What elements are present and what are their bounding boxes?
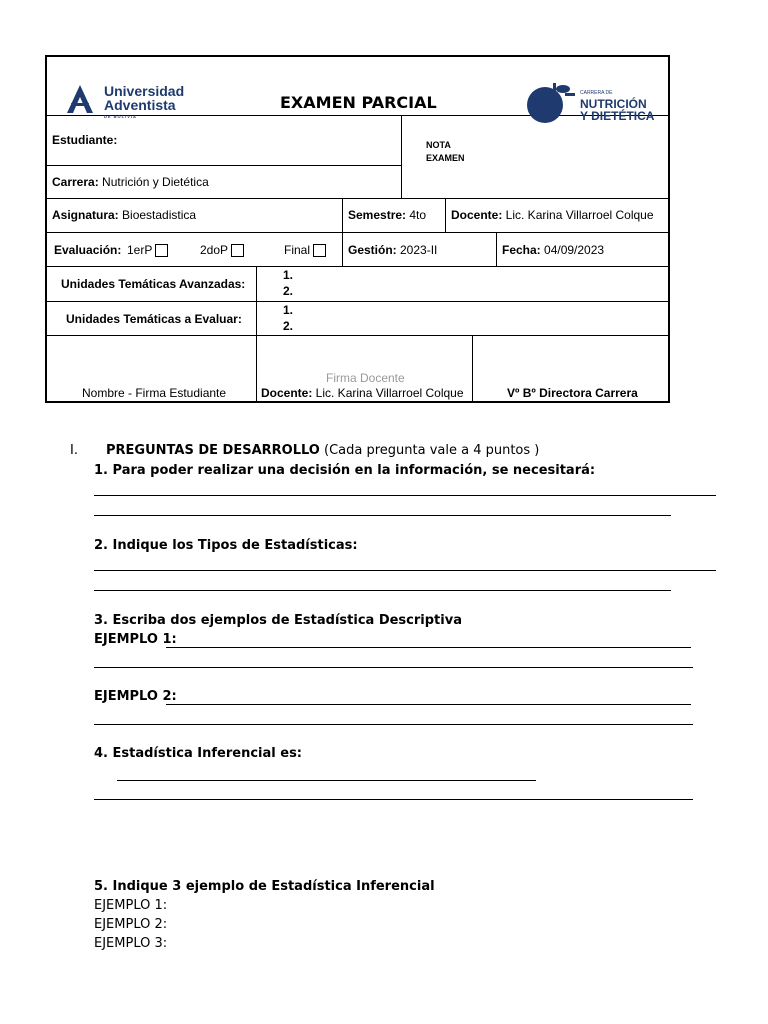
answer-line-q3-ej1-a[interactable]	[166, 647, 691, 648]
docente-value: Lic. Karina Villarroel Colque	[502, 208, 654, 222]
vobo-directora: Vº Bº Directora Carrera	[507, 386, 638, 400]
evaluacion-label: Evaluación:	[54, 243, 122, 257]
eval-option-final-label: Final	[284, 243, 311, 257]
eval-option-1erp-label: 1erP	[127, 243, 153, 257]
eval-option-2dop[interactable]	[200, 243, 244, 257]
carrera-label: Carrera:	[52, 175, 99, 189]
career-logo-small: CARRERA DE	[580, 90, 613, 96]
docente-label: Docente:	[451, 208, 503, 222]
answer-line-q4-a[interactable]	[117, 780, 536, 781]
unidades-avanzadas-item1: 1.	[283, 268, 294, 282]
question-3-ejemplo-2: EJEMPLO 2:	[94, 689, 177, 704]
exam-title: EXAMEN PARCIAL	[280, 93, 437, 112]
nota-label-2: EXAMEN	[426, 153, 465, 163]
section-title: PREGUNTAS DE DESARROLLO	[106, 443, 320, 458]
career-logo	[525, 77, 665, 123]
asignatura-label: Asignatura:	[52, 208, 119, 222]
section-heading	[106, 443, 539, 458]
university-name-line1: Universidad	[104, 83, 185, 99]
fecha-field	[502, 243, 604, 257]
question-3-ejemplo-1: EJEMPLO 1:	[94, 632, 177, 647]
unidades-evaluar-label: Unidades Temáticas a Evaluar:	[66, 312, 242, 326]
semestre-field	[348, 208, 426, 222]
answer-line-q2-b[interactable]	[94, 590, 671, 591]
section-note: (Cada pregunta vale a 4 puntos )	[319, 443, 540, 458]
question-5-ejemplo-2: EJEMPLO 2:	[94, 917, 168, 932]
gestion-field	[348, 243, 437, 257]
eval-checkbox-2dop[interactable]	[231, 244, 244, 257]
question-3: 3. Escriba dos ejemplos de Estadística Descriptiva	[94, 613, 462, 628]
nota-label-1: NOTA	[426, 140, 451, 150]
answer-line-q1-a[interactable]	[94, 495, 716, 496]
answer-line-q3-ej2-b[interactable]	[94, 724, 693, 725]
answer-line-q3-ej1-b[interactable]	[94, 667, 693, 668]
eval-checkbox-1erp[interactable]	[155, 244, 168, 257]
carrera-value: Nutrición y Dietética	[98, 175, 209, 189]
docente-field	[451, 208, 654, 222]
university-logo	[67, 83, 197, 123]
eval-option-final[interactable]	[284, 243, 326, 257]
unidades-evaluar-item1: 1.	[283, 303, 294, 317]
asignatura-value: Bioestadistica	[118, 208, 197, 222]
docente-signature-field	[261, 386, 464, 400]
university-name-line3: DE BOLIVIA	[104, 114, 137, 119]
gestion-value: 2023-II	[396, 243, 438, 257]
exam-header-table	[45, 55, 670, 403]
asignatura-field	[52, 208, 196, 222]
question-1: 1. Para poder realizar una decisión en la información, se necesitará:	[94, 463, 596, 478]
eval-checkbox-final[interactable]	[313, 244, 326, 257]
eval-option-1erp[interactable]	[127, 243, 168, 257]
fecha-value: 04/09/2023	[540, 243, 605, 257]
question-5: 5. Indique 3 ejemplo de Estadística Inferencial	[94, 879, 435, 894]
question-5-ejemplo-1: EJEMPLO 1:	[94, 898, 168, 913]
unidades-avanzadas-label: Unidades Temáticas Avanzadas:	[61, 277, 246, 291]
apple-icon	[525, 79, 575, 125]
gestion-label: Gestión:	[348, 243, 397, 257]
unidades-avanzadas-item2: 2.	[283, 284, 294, 298]
answer-line-q3-ej2-a[interactable]	[166, 704, 691, 705]
answer-line-q1-b[interactable]	[94, 515, 671, 516]
university-name-line2: Adventista	[104, 97, 176, 113]
answer-line-q2-a[interactable]	[94, 570, 716, 571]
docente-signature-label: Docente:	[261, 386, 313, 400]
career-logo-line1: NUTRICIÓN	[580, 97, 647, 111]
eval-option-2dop-label: 2doP	[200, 243, 229, 257]
carrera-field	[52, 175, 209, 189]
firma-docente: Firma Docente	[326, 371, 405, 385]
answer-line-q4-b[interactable]	[94, 799, 693, 800]
semestre-value: 4to	[406, 208, 427, 222]
question-5-ejemplo-3: EJEMPLO 3:	[94, 936, 168, 951]
section-numeral: I.	[70, 443, 78, 458]
university-logo-icon	[67, 85, 93, 113]
unidades-evaluar-item2: 2.	[283, 319, 294, 333]
docente-signature-value: Lic. Karina Villarroel Colque	[312, 386, 464, 400]
question-2: 2. Indique los Tipos de Estadísticas:	[94, 538, 358, 553]
fecha-label: Fecha:	[502, 243, 541, 257]
estudiante-label: Estudiante:	[52, 133, 118, 147]
firma-estudiante: Nombre - Firma Estudiante	[82, 386, 227, 400]
question-4: 4. Estadística Inferencial es:	[94, 746, 303, 761]
career-logo-line2: Y DIETÉTICA	[580, 109, 655, 123]
semestre-label: Semestre:	[348, 208, 407, 222]
